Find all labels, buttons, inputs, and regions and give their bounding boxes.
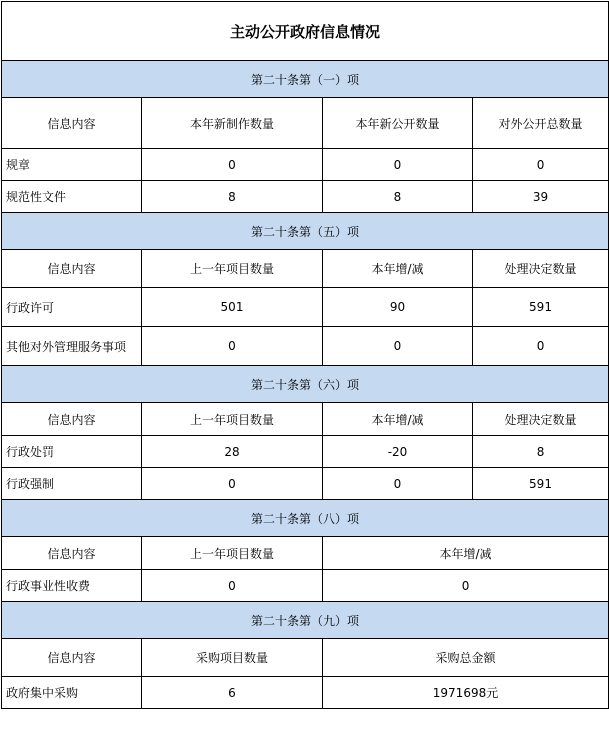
table-row <box>2 677 609 709</box>
column-header: 对外公开总数量 <box>473 98 609 149</box>
column-header: 上一年项目数量 <box>142 537 323 570</box>
section-heading: 第二十条第（八）项 <box>2 500 609 537</box>
column-header: 本年新制作数量 <box>142 98 323 149</box>
column-header-row <box>2 537 609 570</box>
cell-value: 0 <box>142 468 323 500</box>
table-row <box>2 327 609 366</box>
section-heading-row <box>2 602 609 639</box>
section-heading-row <box>2 500 609 537</box>
table-row <box>2 468 609 500</box>
section-heading: 第二十条第（一）项 <box>2 61 609 98</box>
row-label: 行政处罚 <box>2 436 142 468</box>
cell-value: 0 <box>323 327 473 366</box>
title-row <box>2 2 609 61</box>
table-row <box>2 181 609 213</box>
table-title: 主动公开政府信息情况 <box>2 2 609 61</box>
section-heading-row <box>2 213 609 250</box>
row-label: 政府集中采购 <box>2 677 142 709</box>
column-header: 采购项目数量 <box>142 639 323 677</box>
cell-value: 28 <box>142 436 323 468</box>
column-header: 本年增/减 <box>323 250 473 288</box>
column-header-row <box>2 403 609 436</box>
cell-value: 591 <box>473 288 609 327</box>
column-header-row <box>2 639 609 677</box>
row-label: 其他对外管理服务事项 <box>2 327 142 366</box>
column-header-row <box>2 98 609 149</box>
cell-value: 8 <box>323 181 473 213</box>
column-header: 信息内容 <box>2 250 142 288</box>
column-header: 处理决定数量 <box>473 403 609 436</box>
cell-value: 501 <box>142 288 323 327</box>
cell-value: 0 <box>323 468 473 500</box>
cell-value: 0 <box>142 570 323 602</box>
row-label: 行政事业性收费 <box>2 570 142 602</box>
disclosure-table <box>1 1 609 709</box>
cell-value: 0 <box>323 149 473 181</box>
cell-value: 0 <box>323 570 609 602</box>
table-row <box>2 149 609 181</box>
column-header: 上一年项目数量 <box>142 403 323 436</box>
cell-value: 0 <box>473 149 609 181</box>
row-label: 行政强制 <box>2 468 142 500</box>
table-row <box>2 288 609 327</box>
section-heading: 第二十条第（五）项 <box>2 213 609 250</box>
column-header: 信息内容 <box>2 537 142 570</box>
row-label: 规范性文件 <box>2 181 142 213</box>
column-header: 本年增/减 <box>323 403 473 436</box>
section-heading-row <box>2 366 609 403</box>
column-header: 本年新公开数量 <box>323 98 473 149</box>
cell-value: -20 <box>323 436 473 468</box>
column-header: 信息内容 <box>2 403 142 436</box>
cell-value: 591 <box>473 468 609 500</box>
cell-value: 0 <box>142 149 323 181</box>
cell-value: 90 <box>323 288 473 327</box>
cell-value: 39 <box>473 181 609 213</box>
column-header: 上一年项目数量 <box>142 250 323 288</box>
section-heading: 第二十条第（九）项 <box>2 602 609 639</box>
cell-value: 0 <box>473 327 609 366</box>
cell-value: 6 <box>142 677 323 709</box>
section-heading-row <box>2 61 609 98</box>
column-header: 本年增/减 <box>323 537 609 570</box>
table-row <box>2 570 609 602</box>
column-header: 处理决定数量 <box>473 250 609 288</box>
column-header: 信息内容 <box>2 98 142 149</box>
cell-value: 8 <box>142 181 323 213</box>
column-header: 信息内容 <box>2 639 142 677</box>
column-header: 采购总金额 <box>323 639 609 677</box>
cell-value: 1971698元 <box>323 677 609 709</box>
table-row <box>2 436 609 468</box>
column-header-row <box>2 250 609 288</box>
row-label: 行政许可 <box>2 288 142 327</box>
cell-value: 8 <box>473 436 609 468</box>
section-heading: 第二十条第（六）项 <box>2 366 609 403</box>
row-label: 规章 <box>2 149 142 181</box>
cell-value: 0 <box>142 327 323 366</box>
